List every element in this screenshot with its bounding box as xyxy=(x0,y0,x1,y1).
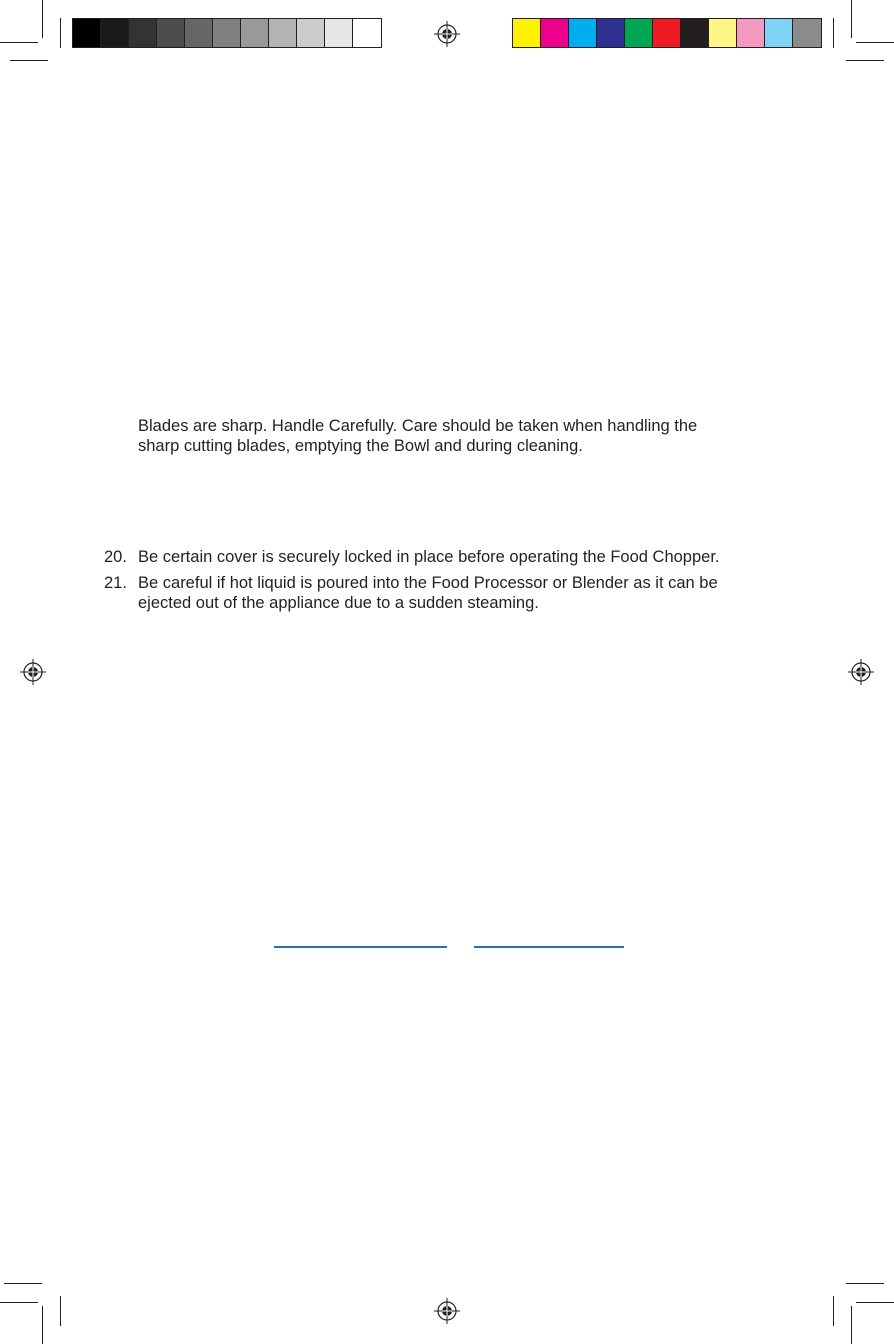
warning-text-line: sharp cutting blades, emptying the Bowl and during cleaning. xyxy=(138,437,583,455)
crop-mark xyxy=(0,1302,38,1303)
crop-mark xyxy=(60,18,61,48)
registration-mark-icon xyxy=(434,21,460,47)
warning-text-line: Blades are sharp. Handle Carefully. Care should be taken when handling the xyxy=(138,417,698,435)
color-swatch xyxy=(681,19,709,47)
gray-swatch xyxy=(213,19,241,47)
gray-swatch xyxy=(297,19,325,47)
color-swatch xyxy=(513,19,541,47)
crop-mark xyxy=(833,1296,834,1326)
crop-mark xyxy=(856,1302,894,1303)
gray-swatch xyxy=(157,19,185,47)
color-swatch xyxy=(625,19,653,47)
crop-mark xyxy=(4,1283,42,1284)
gray-swatch xyxy=(185,19,213,47)
list-item-text: Be certain cover is securely locked in place before operating the Food Chopper. xyxy=(138,548,720,566)
color-swatch xyxy=(597,19,625,47)
crop-mark xyxy=(851,1306,852,1344)
crop-mark xyxy=(856,42,894,43)
list-item-text: Be careful if hot liquid is poured into the Food Processor or Blender as it can be xyxy=(138,574,718,592)
crop-mark xyxy=(833,18,834,48)
color-swatch xyxy=(709,19,737,47)
crop-mark xyxy=(42,1306,43,1344)
crop-mark xyxy=(0,42,38,43)
color-swatch xyxy=(737,19,765,47)
gray-swatch xyxy=(101,19,129,47)
crop-mark xyxy=(846,60,884,61)
gray-swatch xyxy=(73,19,101,47)
hyperlink-underline[interactable] xyxy=(474,946,624,948)
gray-swatch xyxy=(269,19,297,47)
color-swatch xyxy=(541,19,569,47)
color-swatch xyxy=(569,19,597,47)
crop-mark xyxy=(60,1296,61,1326)
gray-swatch xyxy=(129,19,157,47)
list-item-number: 21. xyxy=(104,574,127,592)
registration-mark-icon xyxy=(434,1298,460,1324)
gray-swatch xyxy=(325,19,353,47)
color-swatch xyxy=(765,19,793,47)
crop-mark xyxy=(846,1283,884,1284)
color-swatch xyxy=(793,19,821,47)
list-item-number: 20. xyxy=(104,548,127,566)
crop-mark xyxy=(10,60,48,61)
crop-mark xyxy=(851,0,852,38)
color-swatch xyxy=(653,19,681,47)
color-swatch-bar xyxy=(512,18,822,48)
crop-mark xyxy=(42,0,43,38)
gray-swatch xyxy=(353,19,381,47)
registration-mark-icon xyxy=(848,659,874,685)
registration-mark-icon xyxy=(20,659,46,685)
grayscale-bar xyxy=(72,18,382,48)
list-item-text: ejected out of the appliance due to a sudden steaming. xyxy=(138,594,539,612)
gray-swatch xyxy=(241,19,269,47)
hyperlink-underline[interactable] xyxy=(274,946,447,948)
